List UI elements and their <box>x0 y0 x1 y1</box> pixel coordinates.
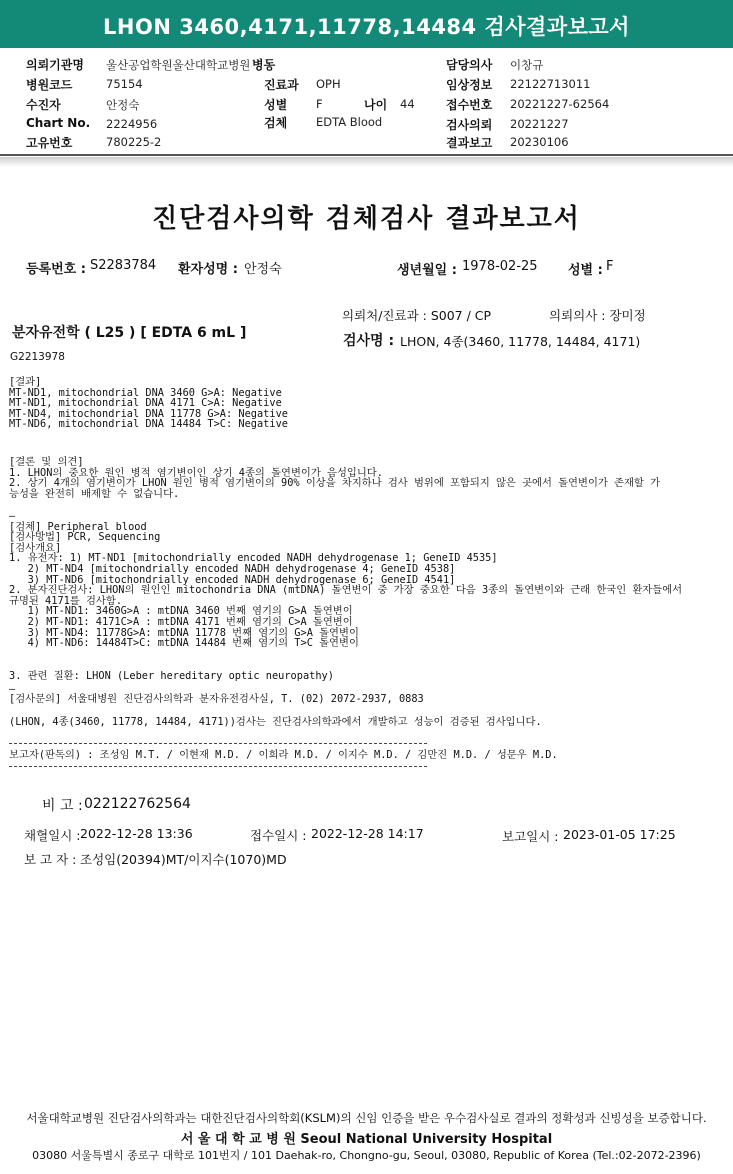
remark-label: 비 고 : <box>42 798 83 814</box>
sex-label: 성별 <box>264 98 288 112</box>
dob-label: 생년월일 : <box>397 263 457 278</box>
collected-value: 2022-12-28 13:36 <box>80 826 193 841</box>
report-title: LHON 3460,4171,11778,14484 검사결과보고서 <box>103 15 630 39</box>
header-divider <box>0 154 733 156</box>
method-line: [검사방법] PCR, Sequencing <box>9 531 161 544</box>
certification-notice: 서울대학교병원 진단검사의학과는 대한진단검사의학회(KSLM)의 신임 인증을 받은 우수검사실로 결과의 정확성과 신빙성을 보증합니다. <box>26 1111 707 1125</box>
method-line: 3) MT-ND6 [mitochondrially encoded NADH dehydrogenase 6; GeneID 4541] <box>9 573 456 586</box>
age-label: 나이 <box>364 98 388 112</box>
method-line: 2. 분자진단검사: LHON의 원인인 mitochondria DNA (mtDNA) 돌연변이 중 가장 중요한 다음 3종의 돌연변이와 근래 한국인 환자들에서 <box>9 584 683 597</box>
dept-label: 진료과 <box>264 78 299 92</box>
examinee-label: 수진자 <box>26 98 61 112</box>
request-value: 20221227 <box>510 117 569 131</box>
method-line: [검체] Peripheral blood <box>9 520 147 533</box>
unique-label: 고유번호 <box>26 136 73 150</box>
conclusion-line: [결론 및 의견] <box>9 456 84 468</box>
conclusion-line: 2. 상기 4개의 염기변이가 LHON 원인 병적 염기변이의 90% 이상을 차지하나 검사 범위에 포함되지 않은 곳에서 돌연변이가 존재할 가 <box>9 477 661 490</box>
result-line: MT-ND4, mitochondrial DNA 11778 G>A: Negative <box>9 407 288 420</box>
hospital-name-en: Seoul National University Hospital <box>300 1132 553 1147</box>
section-title: 분자유전학 ( L25 ) [ EDTA 6 mL ] <box>12 325 247 341</box>
patient-value: 안정숙 <box>244 262 282 277</box>
referral-info: 의뢰처/진료과 : S007 / CP <box>342 308 492 323</box>
result-line: MT-ND1, mitochondrial DNA 3460 G>A: Negative <box>9 386 282 399</box>
code-value: 75154 <box>106 77 143 91</box>
developed-line: (LHON, 4종(3460, 11778, 14484, 4171))검사는 진단검사의학과에서 개발하고 성능이 검증된 검사입니다. <box>9 716 542 728</box>
reporter-label: 보 고 자 : <box>24 852 77 867</box>
remark-value: 022122762564 <box>84 796 191 812</box>
method-line: 2) MT-ND4 [mitochondrially encoded NADH dehydrogenase 4; GeneID 4538] <box>9 562 456 575</box>
hospital-value: 울산공업학원울산대학교병원 <box>106 58 251 72</box>
dept-value: OPH <box>316 77 341 91</box>
hospital-name-ko: 서 울 대 학 교 병 원 <box>180 1132 296 1147</box>
dashed-divider <box>9 766 427 767</box>
hospital-name <box>0 1128 733 1147</box>
method-line: 2) MT-ND1: 4171C>A : mtDNA 4171 번째 염기의 C>A 돌연변이 <box>9 615 353 628</box>
request-label: 검사의뢰 <box>446 118 493 132</box>
ward-label: 병동 <box>252 58 276 72</box>
sex-value: F <box>316 97 323 111</box>
inquiry-line: [검사문의] 서울대병원 진단검사의학과 분자유전검사실, T. (02) 2072-2937, 0883 <box>9 693 424 705</box>
age-value: 44 <box>400 97 415 111</box>
referring-doctor: 의뢰의사 : 장미정 <box>549 308 646 323</box>
specimen-value: EDTA Blood <box>316 115 383 129</box>
reported-label: 보고일시 : <box>502 829 559 844</box>
unique-value: 780225-2 <box>106 135 162 149</box>
report-title-bar <box>0 0 733 48</box>
reporters-line: 보고자(판독의) : 조성임 M.T. / 이현재 M.D. / 이희라 M.D. / 이지수 M.D. / 김만진 M.D. / 성문우 M.D. <box>9 749 558 761</box>
test-name-value: LHON, 4종(3460, 11778, 14484, 4171) <box>400 334 641 349</box>
received-value: 2022-12-28 14:17 <box>311 826 424 841</box>
header-shadow <box>0 157 733 167</box>
dob-value: 1978-02-25 <box>462 259 538 274</box>
chart-label: Chart No. <box>26 116 91 130</box>
method-line: — <box>9 510 16 522</box>
hospital-label: 의뢰기관명 <box>26 58 84 72</box>
method-line: 3) MT-ND4: 11778G>A: mtDNA 11778 번째 염기의 G>A 돌연변이 <box>9 626 359 639</box>
reported-value: 2023-01-05 17:25 <box>563 827 676 842</box>
conclusion-line: 1. LHON의 중요한 원인 병적 염기변이인 상기 4종의 돌연변이가 음성입니다. <box>9 466 383 479</box>
method-line: 4) MT-ND6: 14484T>C: mtDNA 14484 번째 염기의 T>C 돌연변이 <box>9 637 359 650</box>
conclusion-block <box>9 457 660 499</box>
patient-label: 환자성명 : <box>178 262 238 277</box>
hospital-address: 03080 서울특별시 종로구 대학로 101번지 / 101 Daehak-ro, Chongno-gu, Seoul, 03080, Republic of Korea (Tel.:02-2072-2396) <box>32 1149 701 1162</box>
sex2-value: F <box>606 259 614 274</box>
method-line: [검사개요] <box>9 541 62 554</box>
receipt-label: 접수번호 <box>446 98 493 112</box>
dashed-divider <box>9 743 427 744</box>
reg-no-label: 등록번호 : <box>26 262 86 277</box>
method-line: 1. 유전자: 1) MT-ND1 [mitochondrially encoded NADH dehydrogenase 1; GeneID 4535] <box>9 552 498 565</box>
code-label: 병원코드 <box>26 78 73 92</box>
result-line: [결과] <box>9 376 42 388</box>
report-date-label: 결과보고 <box>446 136 493 150</box>
sex2-label: 성별 : <box>568 263 603 278</box>
specimen-label: 검체 <box>264 116 288 130</box>
short-dash: — <box>9 683 16 695</box>
main-report-title: 진단검사의학 검체검사 결과보고서 <box>152 204 581 234</box>
report-date-value: 20230106 <box>510 135 569 149</box>
doctor-label: 담당의사 <box>446 58 493 72</box>
sample-id: G2213978 <box>10 351 65 363</box>
receipt-value: 20221227-62564 <box>510 97 610 111</box>
method-line: 1) MT-ND1: 3460G>A : mtDNA 3460 번째 염기의 G>A 돌연변이 <box>9 605 353 618</box>
clinical-label: 임상정보 <box>446 78 493 92</box>
chart-value: 2224956 <box>106 117 158 131</box>
examinee-value: 안정숙 <box>106 98 140 112</box>
method-block <box>9 511 682 649</box>
collected-label: 채혈일시 : <box>24 828 81 843</box>
reg-no-value: S2283784 <box>90 258 157 273</box>
result-block <box>9 377 288 430</box>
doctor-value: 이창규 <box>510 58 544 72</box>
conclusion-line: 능성을 완전히 배제할 수 없습니다. <box>9 487 180 500</box>
clinical-value: 22122713011 <box>510 77 591 91</box>
reporter-value: 조성임(20394)MT/이지수(1070)MD <box>80 852 287 867</box>
disease-line: 3. 관련 질환: LHON (Leber hereditary optic neuropathy) <box>9 670 334 682</box>
received-label: 접수일시 : <box>250 828 307 843</box>
test-name-label: 검사명 : <box>343 333 395 349</box>
method-line: 규명된 4171를 검사함. <box>9 594 123 607</box>
result-line: MT-ND6, mitochondrial DNA 14484 T>C: Negative <box>9 418 288 431</box>
result-line: MT-ND1, mitochondrial DNA 4171 C>A: Negative <box>9 397 282 410</box>
